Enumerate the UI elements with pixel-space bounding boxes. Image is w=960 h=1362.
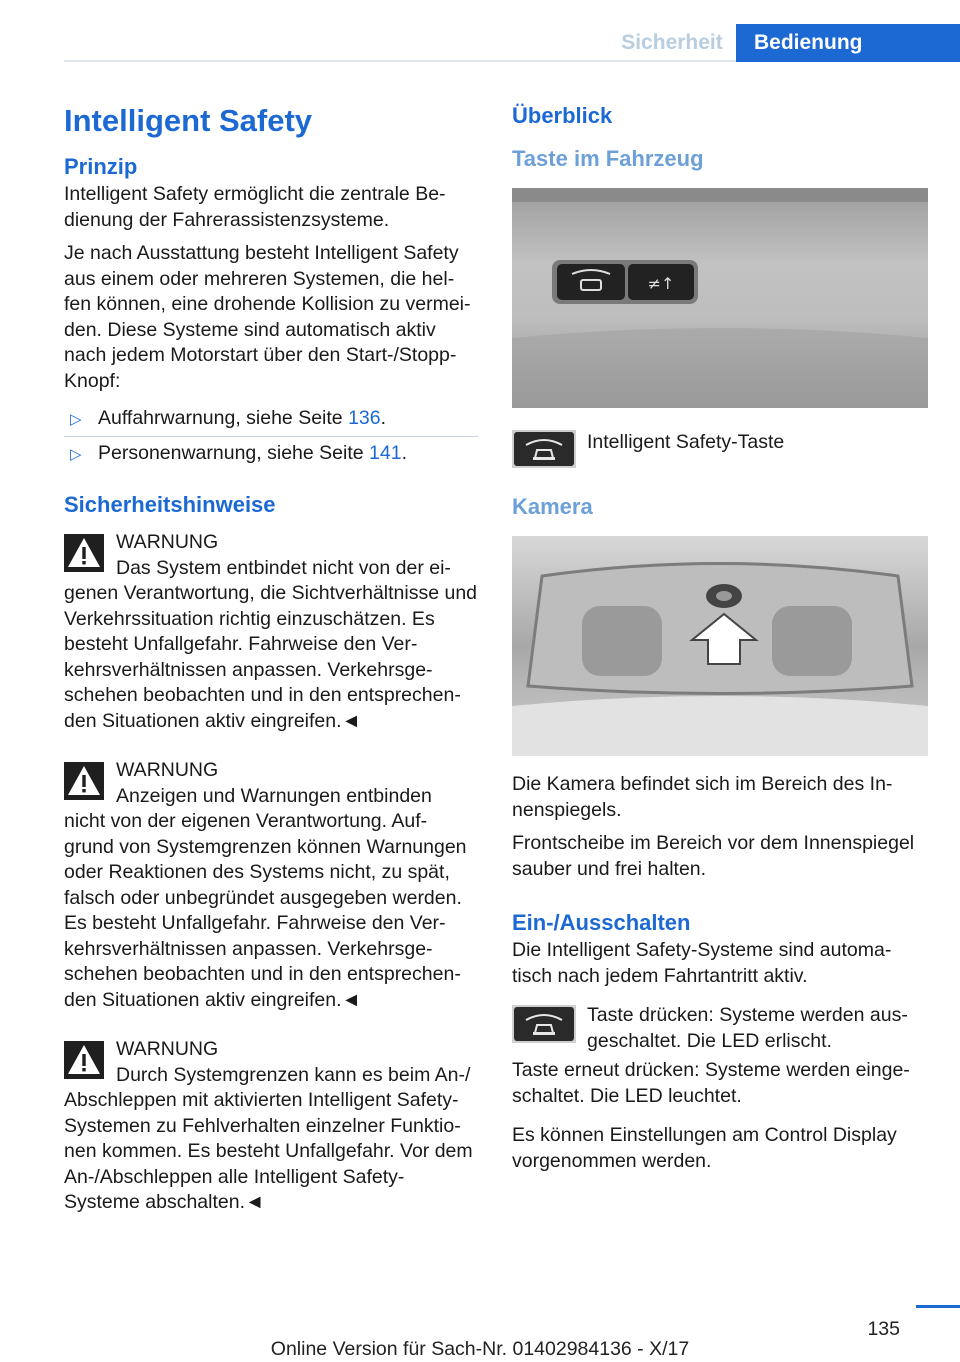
list-item: ▷ Personenwarnung, siehe Seite 141. bbox=[64, 437, 478, 471]
warning-title: WARNUNG bbox=[116, 759, 219, 781]
warning-title: WARNUNG bbox=[116, 531, 219, 553]
ein-paragraph-1: Die Intelligent Safety‑Systeme sind automa‑ tisch nach jedem Fahrtantritt aktiv. bbox=[512, 939, 892, 987]
triangle-bullet-icon: ▷ bbox=[70, 411, 82, 428]
tab-bedienung[interactable]: Bedienung bbox=[736, 24, 960, 62]
intelligent-safety-button-icon bbox=[512, 430, 576, 468]
list-item: ▷ Auffahrwarnung, siehe Seite 136. bbox=[64, 402, 478, 437]
prinzip-paragraph-2: Je nach Ausstattung besteht Intelligent Safety aus einem oder mehreren Systemen, die hel‑ fen können, eine drohende Kollision zu vermei‑ den. Diese Systeme sind automatisch aktiv nach jedem Motorstart über den Start‑/Stopp‑ Knopf: bbox=[64, 242, 471, 392]
kamera-paragraph-2: Frontscheibe im Bereich vor dem Innenspiegel sauber und frei halten. bbox=[512, 832, 915, 880]
vehicle-button-photo bbox=[512, 188, 928, 408]
right-column bbox=[512, 96, 930, 1174]
warning-block-2 bbox=[64, 758, 478, 1013]
sicherheitshinweise-heading: Sicherheitshinweise bbox=[64, 492, 276, 517]
footer-rule bbox=[916, 1305, 960, 1308]
warning-text-first-line: Anzeigen und Warnungen entbinden bbox=[116, 784, 432, 807]
taste-heading: Taste im Fahrzeug bbox=[512, 146, 704, 171]
ein-paragraph-3: Es können Einstellungen am Control Display vorgenommen werden. bbox=[512, 1124, 897, 1172]
ein-paragraph-2: Taste erneut drücken: Systeme werden einge‑ schaltet. Die LED leuchtet. bbox=[512, 1059, 910, 1107]
warning-triangle-icon bbox=[64, 762, 104, 800]
warning-block-1 bbox=[64, 530, 478, 734]
page-number: 135 bbox=[867, 1318, 900, 1340]
page-title: Intelligent Safety bbox=[64, 103, 313, 138]
svg-text:≠↑: ≠↑ bbox=[647, 274, 675, 293]
ein-icon-row bbox=[512, 1003, 930, 1054]
warning-title: WARNUNG bbox=[116, 1038, 219, 1060]
online-version-note: Online Version für Sach-Nr. 01402984136 - X/17 bbox=[270, 1338, 690, 1360]
left-column bbox=[64, 96, 478, 1216]
prinzip-heading: Prinzip bbox=[64, 154, 138, 179]
prinzip-paragraph-1: Intelligent Safety ermöglicht die zentrale Be‑ dienung der Fahrerassistenzsysteme. bbox=[64, 183, 446, 231]
ueberblick-heading: Überblick bbox=[512, 103, 613, 128]
warning-text-first-line: Durch Systemgrenzen kann es beim An‑/ bbox=[116, 1063, 471, 1086]
triangle-bullet-icon: ▷ bbox=[70, 445, 82, 463]
system-list bbox=[64, 402, 478, 470]
warning-triangle-icon bbox=[64, 1041, 104, 1079]
taste-caption: Intelligent Safety‑Taste bbox=[587, 431, 785, 453]
warning-text-first-line: Das System entbindet nicht von der ei‑ bbox=[116, 556, 451, 579]
kamera-paragraph-1: Die Kamera befindet sich im Bereich des In‑ nenspiegels. bbox=[512, 773, 893, 821]
intelligent-safety-button-icon bbox=[512, 1005, 576, 1043]
ein-icon-text: Taste drücken: Systeme werden aus‑ geschaltet. Die LED erlischt. bbox=[587, 1004, 908, 1052]
warning-text: nicht von der eigenen Verantwortung. Auf‑ grund von Systemgrenzen können Warnungen oder Reaktionen des Systems nicht, zu spät, falsch oder unbegründet ausgegeben werden. Es besteht Unfallgefahr. Fahrweise den Ver‑ kehrsverhältnissen anpassen. Verkehrsge‑ schehen beobachten und in den entsprechen‑ den Situationen aktiv eingreifen.◄ bbox=[64, 810, 467, 1011]
taste-caption-row bbox=[512, 428, 930, 472]
page-link-136[interactable]: 136 bbox=[348, 407, 381, 429]
warning-text: genen Verantwortung, die Sichtverhältnisse und Verkehrssituation richtig einzuschätzen. Es besteht Unfallgefahr. Fahrweise den Ver‑ kehrsverhältnissen anpassen. Verkehrsge‑ schehen beobachten und in den entsprechen‑ den Situationen aktiv eingreifen.◄ bbox=[64, 582, 478, 732]
tab-sicherheit[interactable]: Sicherheit bbox=[621, 31, 723, 54]
kamera-heading: Kamera bbox=[512, 494, 593, 519]
warning-triangle-icon bbox=[64, 534, 104, 572]
camera-location-photo bbox=[512, 536, 928, 756]
ein-ausschalten-heading: Ein‑/Ausschalten bbox=[512, 910, 691, 935]
warning-block-3 bbox=[64, 1037, 478, 1216]
page-link-141[interactable]: 141 bbox=[369, 441, 402, 464]
warning-text: Abschleppen mit aktivierten Intelligent Safety‑ Systemen zu Fehlverhalten einzelner Funktio‑ nen kommen. Es besteht Unfallgefahr. Vor dem An‑/Abschleppen alle Intelligent Safety‑ Systeme abschalten.◄ bbox=[64, 1089, 473, 1213]
